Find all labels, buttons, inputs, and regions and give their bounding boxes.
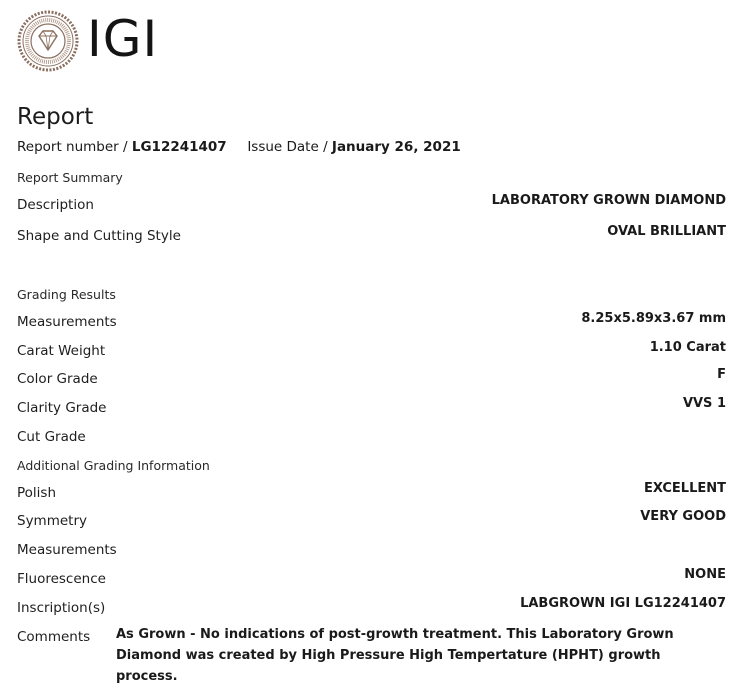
fluorescence-value: NONE [684,567,726,582]
polish-row [17,483,726,503]
comments-label: Comments [17,629,91,645]
description-value: LABORATORY GROWN DIAMOND [491,193,726,208]
igi-wordmark: IGI [87,10,159,68]
color-label: Color Grade [17,371,98,387]
cut-grade-row [17,427,726,447]
clarity-label: Clarity Grade [17,400,107,416]
measurements-value: 8.25x5.89x3.67 mm [581,311,726,326]
igi-logo [17,8,162,70]
polish-value: EXCELLENT [643,481,726,496]
color-row [17,369,726,389]
clarity-value: VVS 1 [682,396,726,411]
carat-row [17,341,726,361]
report-number-label: Report number / [17,139,128,155]
report-number: LG12241407 [131,139,227,155]
additional-measurements-row [17,540,726,560]
measurements-label: Measurements [17,314,117,330]
grading-results-heading: Grading Results [17,287,116,302]
fluorescence-label: Fluorescence [17,571,106,587]
issue-date: January 26, 2021 [331,139,461,155]
report-summary-heading: Report Summary [17,170,123,185]
carat-label: Carat Weight [17,343,106,359]
inscription-label: Inscription(s) [17,600,106,616]
additional-measurements-label: Measurements [17,542,117,558]
symmetry-row [17,511,726,531]
report-meta [17,138,461,156]
clarity-row [17,398,726,418]
comments-row [17,627,112,647]
shape-row [17,226,726,246]
description-label: Description [17,197,94,213]
polish-label: Polish [17,485,57,501]
color-value: F [717,367,726,382]
symmetry-value: VERY GOOD [640,509,726,524]
symmetry-label: Symmetry [17,513,87,529]
description-row [17,195,726,215]
igi-diamond-seal-icon [17,10,79,72]
shape-value: OVAL BRILLIANT [607,224,726,239]
inscription-row [17,598,726,618]
comments-value: As Grown - No indications of post-growth treatment. This Laboratory Grown Diamond was created by High Pressure High Tempertature (HPHT) growth process. [116,627,674,684]
carat-value: 1.10 Carat [649,340,726,355]
additional-grading-heading: Additional Grading Information [17,458,210,473]
inscription-value: LABGROWN IGI LG12241407 [520,596,726,611]
measurements-row [17,312,726,332]
cut-grade-label: Cut Grade [17,429,86,445]
issue-date-label: Issue Date / [247,139,328,155]
fluorescence-row [17,569,726,589]
shape-label: Shape and Cutting Style [17,228,181,244]
page-title: Report [17,104,94,130]
